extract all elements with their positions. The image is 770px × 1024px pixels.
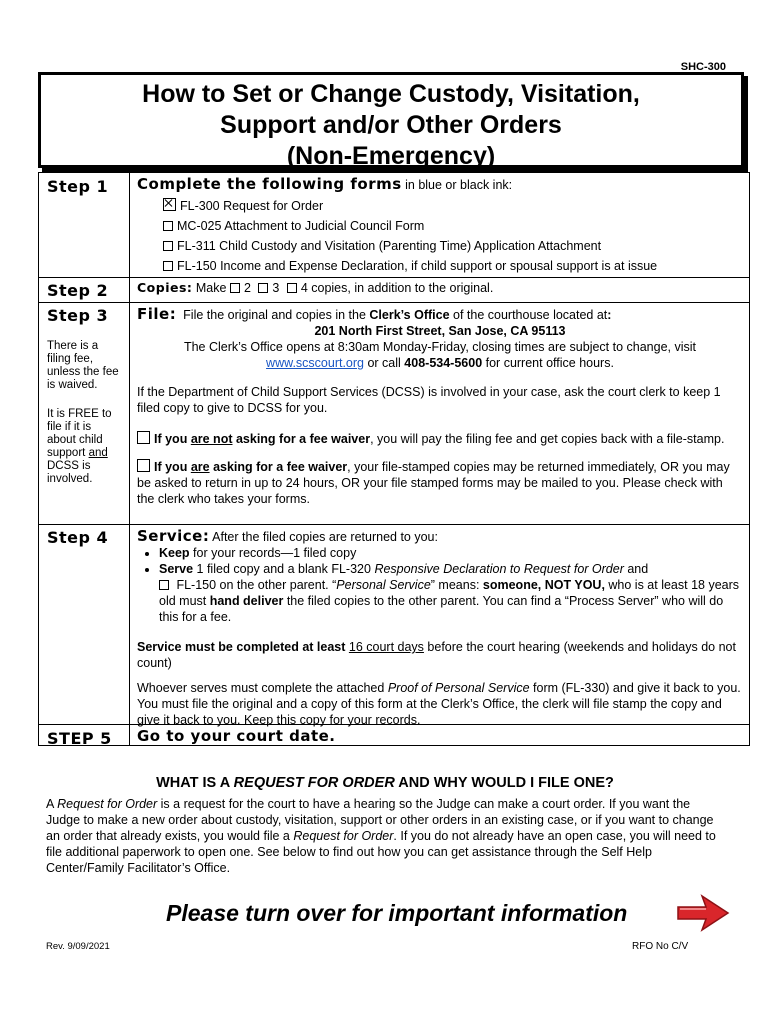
form-label: FL-150 Income and Expense Declaration, if child support or spousal support is at issue: [177, 259, 658, 273]
list-item: [159, 545, 743, 561]
p-d: Request for Order: [293, 829, 394, 843]
no-fee-waiver-checkbox[interactable]: [137, 431, 150, 444]
form-checkbox[interactable]: [163, 221, 173, 231]
serve-j: hand deliver: [209, 594, 284, 608]
serve-b: 1 filed copy and a blank FL-320: [193, 562, 375, 576]
proof-c: form (FL-330) and give it back to you. You must file the original and a copy of this form at the Clerk’s Office, the clerk will file stamp the copy and give it back to you. Keep this copy for your records.: [137, 681, 741, 727]
form-item: [163, 196, 743, 216]
fee-waiver-option: [137, 459, 743, 507]
copies-make: Make: [192, 281, 230, 295]
website-link[interactable]: www.scscourt.org: [266, 356, 364, 370]
proof-of-service: [137, 680, 743, 728]
form-checkbox[interactable]: [163, 241, 173, 251]
step-3-label: Step 3: [47, 306, 109, 325]
copies-heading: Copies:: [137, 280, 193, 295]
step-1-content: [137, 176, 743, 276]
deadline-a: Service must be completed at least: [137, 640, 349, 654]
step-4-content: [137, 528, 743, 728]
waiver-c: asking for a fee waiver: [209, 460, 348, 474]
deadline-c: before the court hearing (weekends and holidays do not count): [137, 640, 736, 670]
serve-d: and: [623, 562, 649, 576]
serve-g: ” means:: [430, 578, 483, 592]
fee-waiver-checkbox[interactable]: [137, 459, 150, 472]
row-divider: [39, 302, 749, 303]
what-is-paragraph: [46, 796, 722, 876]
serve-c: Responsive Declaration to Request for Order: [374, 562, 624, 576]
free-note-a: It is FREE to file if it is about child support: [47, 408, 112, 459]
p-c: is a request for the court to have a hearing so the Judge can make a court order. If you want the Judge to make a new order about custody, visitation, support or other orders in an existing case, or if you want to change an order that already exists, you would file a: [46, 797, 714, 843]
step-1-label: Step 1: [47, 177, 109, 196]
row-divider: [39, 524, 749, 525]
copies-2-checkbox[interactable]: [230, 283, 240, 293]
hours-c: for current office hours.: [482, 356, 614, 370]
file-heading: File:: [137, 305, 177, 323]
court-address: 201 North First Street, San Jose, CA 95113: [314, 324, 566, 338]
free-note: [47, 408, 123, 486]
keep-label: Keep: [159, 546, 190, 560]
what-is-a: WHAT IS A: [156, 775, 234, 791]
fee-note: There is a filing fee, unless the fee is waived.: [47, 340, 119, 391]
form-item: [163, 256, 743, 276]
no-waiver-b: are not: [190, 432, 233, 446]
title-line-1: How to Set or Change Custody, Visitation,: [142, 80, 640, 108]
service-deadline: [137, 639, 743, 671]
step-5-label: STEP 5: [47, 729, 112, 748]
p-e: . If you do not already have an open case, you will need to file additional paperwork to open one. See below to find out how you can get assistance through the Self Help Center/Family Facilitator’s Office.: [46, 829, 716, 875]
waiver-a: If you: [154, 460, 191, 474]
file-line-c: of the courthouse located at: [449, 308, 608, 322]
waiver-d: , your file-stamped copies may be returned immediately, OR you may be asked to return in up to 24 hours, OR your file stamped forms may be mailed to you. Please check with the clerk who takes your forms.: [137, 460, 730, 506]
column-divider: [129, 173, 130, 745]
copies-3-label: 3: [272, 281, 280, 295]
serve-label: Serve: [159, 562, 194, 576]
free-note-c: DCSS is involved.: [47, 460, 93, 485]
step-4-label: Step 4: [47, 528, 109, 547]
fl150-checkbox[interactable]: [159, 580, 169, 590]
serve-h: someone, NOT YOU,: [482, 578, 605, 592]
serve-i: who is at least 18 years old must: [159, 578, 740, 608]
deadline-b: 16 court days: [348, 640, 424, 654]
clerks-office: Clerk’s Office: [369, 308, 450, 322]
list-item: [159, 561, 743, 625]
serve-f: Personal Service: [336, 578, 431, 592]
step-1-heading-suffix: in blue or black ink:: [401, 178, 513, 192]
forms-list: [163, 196, 743, 276]
file-line-a: File the original and copies in the: [183, 308, 370, 322]
copies-3-checkbox[interactable]: [258, 283, 268, 293]
turn-over-notice: Please turn over for important information: [166, 900, 628, 926]
p-b: Request for Order: [57, 797, 158, 811]
service-heading: Service:: [137, 527, 210, 545]
service-heading-suffix: After the filed copies are returned to you:: [209, 530, 438, 544]
title-box: [38, 72, 744, 168]
form-checkbox[interactable]: [163, 261, 173, 271]
free-note-b: and: [88, 447, 108, 459]
revision-date: Rev. 9/09/2021: [46, 941, 110, 952]
form-checkbox[interactable]: [163, 198, 176, 211]
phone-number: 408-534-5600: [404, 356, 483, 370]
title-line-3: (Non-Emergency): [286, 142, 496, 170]
file-line-d: :: [607, 308, 612, 322]
form-code: RFO No C/V: [632, 941, 689, 952]
serve-e: FL-150 on the other parent. “: [173, 578, 337, 592]
form-label: FL-311 Child Custody and Visitation (Parenting Time) Application Attachment: [177, 239, 602, 253]
no-waiver-a: If you: [154, 432, 191, 446]
proof-b: Proof of Personal Service: [387, 681, 530, 695]
form-id: SHC-300: [680, 61, 726, 73]
form-item: [163, 236, 743, 256]
keep-text: for your records—1 filed copy: [189, 546, 357, 560]
no-fee-waiver-option: [137, 431, 743, 447]
form-label: FL-300 Request for Order: [180, 199, 324, 213]
step-2-label: Step 2: [47, 281, 109, 300]
step-2-content: [137, 280, 743, 296]
p-a: A: [46, 797, 58, 811]
page-title: [41, 79, 741, 172]
title-line-2: Support and/or Other Orders: [220, 111, 562, 139]
proof-a: Whoever serves must complete the attached: [137, 681, 388, 695]
dcss-note: If the Department of Child Support Services (DCSS) is involved in your case, ask the court clerk to keep 1 filed copy to give to DCSS for you.: [137, 385, 721, 415]
service-list: [137, 545, 743, 625]
what-is-b: REQUEST FOR ORDER: [233, 775, 395, 791]
clerk-hours: [137, 339, 743, 371]
waiver-b: are: [190, 460, 210, 474]
form-item: [163, 216, 743, 236]
red-arrow-icon: [676, 893, 730, 938]
step-1-heading: Complete the following forms: [137, 175, 402, 193]
no-waiver-c: asking for a fee waiver: [232, 432, 371, 446]
court-date-heading: Go to your court date.: [137, 727, 336, 745]
what-is-heading: [0, 775, 770, 791]
copies-2-label: 2: [243, 281, 251, 295]
copies-4-label: 4: [300, 281, 308, 295]
what-is-c: AND WHY WOULD I FILE ONE?: [394, 775, 614, 791]
form-label: MC-025 Attachment to Judicial Council Form: [177, 219, 425, 233]
hours-b: or call: [364, 356, 405, 370]
copies-4-checkbox[interactable]: [287, 283, 297, 293]
row-divider: [39, 277, 749, 278]
steps-table: [38, 172, 750, 746]
hours-a: The Clerk’s Office opens at 8:30am Monday-Friday, closing times are subject to change, visit: [183, 340, 697, 354]
step-3-content: [137, 306, 743, 507]
copies-suffix: copies, in addition to the original.: [307, 281, 494, 295]
serve-k: the filed copies to the other parent. You can find a “Process Server” who will do this for a fee.: [159, 594, 724, 624]
step-5-content: [137, 728, 743, 745]
no-waiver-d: , you will pay the filing fee and get copies back with a file-stamp.: [370, 432, 725, 446]
